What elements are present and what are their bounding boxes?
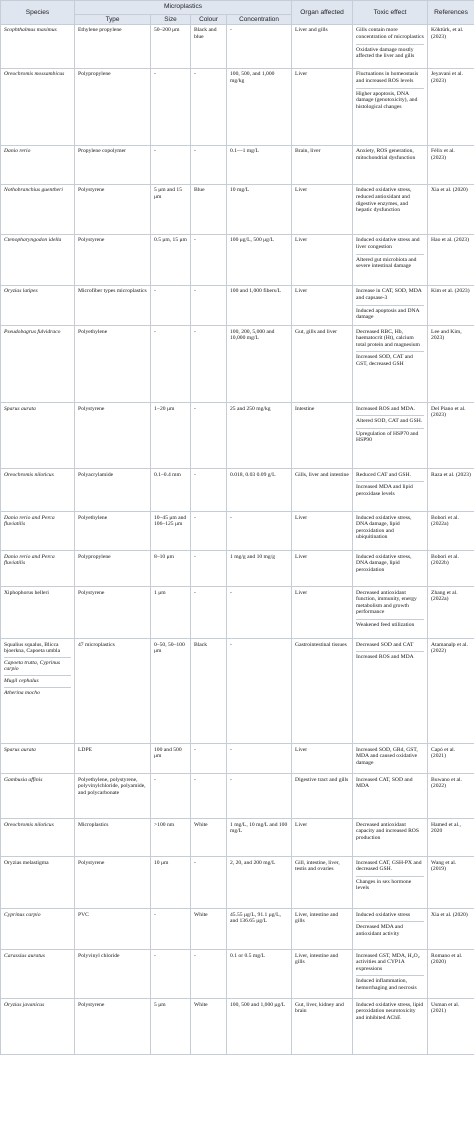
species-name: Oryzias javanicus [4, 1001, 45, 1008]
cell-type: Polystyrene [75, 857, 151, 909]
cell-toxic-effect [353, 185, 428, 235]
cell-colour: - [191, 587, 227, 639]
cell-size: >100 nm [151, 819, 191, 857]
table-row [1, 512, 474, 551]
cell-type: Polystyrene [75, 999, 151, 1055]
species-name: Oryzias melastigma [4, 859, 49, 866]
cell-species [1, 469, 75, 512]
table-row [1, 909, 474, 950]
toxic-effect-item: Fluctuations in homeostasis and increased ROS levels [356, 71, 419, 85]
cell-concentration: 100, 500 and 1,000 μg/L [227, 999, 292, 1055]
cell-colour: Blue [191, 185, 227, 235]
cell-colour: - [191, 403, 227, 469]
toxic-effect-item: Increased GST, MDA, H₂O₂ activities and CYP1A expressions [356, 952, 420, 972]
cell-type: Polyethylene [75, 326, 151, 403]
cell-size: 100 and 500 μm [151, 744, 191, 774]
cell-colour: - [191, 326, 227, 403]
cell-reference: Del Piano et al. (2023) [428, 403, 474, 469]
cell-colour: Black and blue [191, 25, 227, 69]
cell-toxic-effect [353, 819, 428, 857]
species-name: Gambusia affinis [4, 776, 43, 783]
toxic-effect-item: Weakened feed utilization [356, 619, 424, 631]
toxic-effect-item: Induced oxidative stress, DNA damage, lipid peroxidation and ubiquitination [356, 514, 412, 541]
cell-species [1, 403, 75, 469]
cell-toxic-effect [353, 857, 428, 909]
cell-organ-affected: Digestive tract and gills [292, 774, 353, 819]
table-row [1, 469, 474, 512]
cell-size: - [151, 146, 191, 185]
cell-concentration: 100 and 1,000 fibers/L [227, 286, 292, 326]
cell-organ-affected: Gastrointestinal tissues [292, 639, 353, 744]
cell-colour: - [191, 469, 227, 512]
cell-type: Polyethylene [75, 512, 151, 551]
cell-colour: White [191, 819, 227, 857]
table-row [1, 587, 474, 639]
cell-species [1, 25, 75, 69]
cell-species [1, 512, 75, 551]
cell-reference: Kim et al. (2023) [428, 286, 474, 326]
toxic-effect-item: Increased SOD, CAT and GST, decreased GSH [356, 351, 424, 369]
cell-species [1, 744, 75, 774]
table-body [1, 25, 474, 1055]
cell-colour: - [191, 235, 227, 286]
cell-organ-affected: Liver [292, 551, 353, 587]
cell-concentration: 45.55 μg/L, 91.1 μg/L, and 136.65 μg/L [227, 909, 292, 950]
header-size: Size [151, 14, 191, 25]
cell-organ-affected: Gills, liver and intestine [292, 469, 353, 512]
cell-reference: Romano et al. (2020) [428, 950, 474, 999]
cell-organ-affected: Liver [292, 744, 353, 774]
cell-type: Ethylene propylene [75, 25, 151, 69]
species-name: Squalius squalus, Blicca bjoerkna, Capoeta umbla [4, 641, 61, 655]
cell-species [1, 286, 75, 326]
species-name: Pseudobagrus fulvidraco [4, 328, 61, 335]
cell-species [1, 551, 75, 587]
cell-reference: Köktürk, et al. (2023) [428, 25, 474, 69]
species-name: Oryzias latipes [4, 288, 38, 295]
toxic-effect-item: Induced oxidative stress, lipid peroxidation neurotoxicity and inhibited AChE [356, 1001, 424, 1021]
toxic-effect-item: Induced apoptosis and DNA damage [356, 305, 424, 323]
cell-colour: - [191, 69, 227, 146]
cell-type: Microplastics [75, 819, 151, 857]
toxic-effect-item: Decreased SOD and CAT [356, 641, 414, 648]
cell-organ-affected: Liver [292, 286, 353, 326]
cell-size: 0.1–0.4 mm [151, 469, 191, 512]
species-name: Oreochromis niloticus [4, 821, 54, 828]
cell-toxic-effect [353, 551, 428, 587]
cell-organ-affected: Liver [292, 587, 353, 639]
cell-colour: - [191, 551, 227, 587]
cell-size: 1 μm [151, 587, 191, 639]
species-name: Sparus aurata [4, 746, 36, 753]
cell-size: - [151, 774, 191, 819]
cell-concentration: - [227, 587, 292, 639]
cell-reference: Xia et al. (2020) [428, 909, 474, 950]
table-row [1, 146, 474, 185]
toxic-effect-item: Gills contain more concentration of microplastics [356, 27, 424, 41]
cell-reference: Buwano et al. (2022) [428, 774, 474, 819]
cell-concentration: 10 mg/L [227, 185, 292, 235]
header-microplastics: Microplastics [75, 1, 292, 15]
toxic-effect-item: Induced inflammation, hemorrhaging and necrosis [356, 975, 424, 993]
cell-toxic-effect [353, 774, 428, 819]
table-row [1, 774, 474, 819]
cell-size: - [151, 326, 191, 403]
species-name: Capoeta trutta, Cyprinus carpio [4, 657, 71, 673]
cell-reference: Raza et al. (2023) [428, 469, 474, 512]
cell-type: Polystyrene [75, 403, 151, 469]
cell-toxic-effect [353, 999, 428, 1055]
species-name: Oreochromis mossambicus [4, 71, 65, 78]
species-name: Danio rerio and Perca fluviatilis [4, 553, 55, 567]
cell-concentration: 100 μg/L, 500 μg/L [227, 235, 292, 286]
cell-type: 47 microplastics [75, 639, 151, 744]
table-row [1, 69, 474, 146]
cell-size: 5 μm and 15 μm [151, 185, 191, 235]
cell-toxic-effect [353, 512, 428, 551]
cell-size: 0–50, 50–100 μm [151, 639, 191, 744]
toxic-effect-item: Anxiety, ROS generation, mitochondrial dysfunction [356, 148, 416, 162]
toxic-effect-item: Altered SOD, CAT and GSH. [356, 415, 424, 427]
header-type: Type [75, 14, 151, 25]
cell-species [1, 819, 75, 857]
cell-toxic-effect [353, 326, 428, 403]
species-name: Oreochromis niloticus [4, 471, 54, 478]
cell-concentration: 25 and 250 mg/kg [227, 403, 292, 469]
cell-size: 10 μm [151, 857, 191, 909]
cell-species [1, 185, 75, 235]
cell-reference: Hamed et al., 2020 [428, 819, 474, 857]
species-name: Xiphophorus helleri [4, 589, 49, 596]
toxic-effect-item: Induced oxidative stress, DNA damage, lipid peroxidation [356, 553, 412, 573]
cell-toxic-effect [353, 146, 428, 185]
cell-species [1, 69, 75, 146]
cell-toxic-effect [353, 909, 428, 950]
cell-concentration: 2, 20, and 200 mg/L [227, 857, 292, 909]
toxic-effect-item: Increased ROS and MDA. [356, 405, 416, 412]
table-row [1, 25, 474, 69]
cell-reference: Bobori et al. (2022b) [428, 551, 474, 587]
header-toxic-effect: Toxic effect [353, 1, 428, 25]
cell-size: 5 μm [151, 999, 191, 1055]
cell-toxic-effect [353, 469, 428, 512]
toxic-effect-item: Increased MDA and lipid peroxidase levels [356, 481, 424, 499]
cell-type: Microfiber types microplastics [75, 286, 151, 326]
cell-type: PVC [75, 909, 151, 950]
table-row [1, 326, 474, 403]
cell-species [1, 909, 75, 950]
cell-size: - [151, 69, 191, 146]
cell-concentration: - [227, 25, 292, 69]
cell-size: 50–200 μm [151, 25, 191, 69]
toxic-effect-item: Decreased MDA and antioxidant activity [356, 921, 424, 939]
cell-toxic-effect [353, 69, 428, 146]
cell-organ-affected: Liver [292, 235, 353, 286]
cell-toxic-effect [353, 587, 428, 639]
cell-reference: Jeyavani et al. (2023) [428, 69, 474, 146]
cell-organ-affected: Gill, intestine, liver, testis and ovaries [292, 857, 353, 909]
toxic-effect-item: Increased SOD, GRd, GST, MDA and caused oxidative damage [356, 746, 418, 766]
toxic-effect-item: Decreased antioxidant function, immunity, energy metabolism and growth performance [356, 589, 417, 616]
cell-colour: - [191, 146, 227, 185]
cell-concentration: 1 mg/g and 10 mg/g [227, 551, 292, 587]
table-row [1, 403, 474, 469]
cell-size: 10–45 μm and 106–125 μm [151, 512, 191, 551]
cell-organ-affected: Intestine [292, 403, 353, 469]
cell-type: Polystyrene [75, 235, 151, 286]
cell-organ-affected: Liver, intestine and gills [292, 909, 353, 950]
header-concentration: Concentration [227, 14, 292, 25]
toxic-effect-item: Higher apoptosis, DNA damage (genotoxicity), and histological changes [356, 88, 424, 113]
table-row [1, 235, 474, 286]
table-row [1, 819, 474, 857]
table-row [1, 950, 474, 999]
cell-colour: - [191, 744, 227, 774]
toxic-effect-item: Increased ROS and MDA [356, 651, 424, 663]
cell-reference: Wang et al. (2019) [428, 857, 474, 909]
species-name: Nothobranchius guentheri [4, 187, 63, 194]
cell-concentration: 100, 200, 5,000 and 10,000 mg/L [227, 326, 292, 403]
cell-reference: Zhang et al. (2022a) [428, 587, 474, 639]
cell-toxic-effect [353, 950, 428, 999]
table-row [1, 551, 474, 587]
cell-concentration: 0.018, 0.03 0.09 g/L [227, 469, 292, 512]
cell-type: Polystyrene [75, 185, 151, 235]
cell-size: - [151, 286, 191, 326]
cell-concentration: 0.1 or 0.5 mg/L [227, 950, 292, 999]
toxic-effect-item: Oxidative damage mostly affected the liver and gills [356, 44, 424, 62]
cell-toxic-effect [353, 744, 428, 774]
species-name: Danio rerio and Perca fluviatilis [4, 514, 55, 528]
cell-organ-affected: Liver [292, 69, 353, 146]
species-name: Cyprinus carpio [4, 911, 41, 918]
toxic-effect-item: Changes in sex hormone levels [356, 876, 424, 894]
cell-colour: - [191, 774, 227, 819]
cell-toxic-effect [353, 403, 428, 469]
cell-type: Polypropylene [75, 69, 151, 146]
species-name: Atherina mocho [4, 687, 71, 697]
cell-concentration: - [227, 744, 292, 774]
cell-size: 8–10 μm [151, 551, 191, 587]
cell-organ-affected: Liver [292, 819, 353, 857]
cell-reference: Xia et al. (2020) [428, 185, 474, 235]
cell-type: Polyacrylamide [75, 469, 151, 512]
cell-species [1, 146, 75, 185]
cell-size: - [151, 909, 191, 950]
header-organ-affected: Organ affected [292, 1, 353, 25]
species-name: Sparus aurata [4, 405, 36, 412]
species-name: Carassius auratus [4, 952, 45, 959]
toxic-effect-item: Increased CAT, SOD and MDA [356, 776, 413, 790]
toxic-effect-item: Induced oxidative stress [356, 911, 411, 918]
toxic-effect-item: Increase in CAT, SOD, MDA and capsase-3 [356, 288, 422, 302]
cell-organ-affected: Brain, liver [292, 146, 353, 185]
cell-species [1, 639, 75, 744]
cell-colour: White [191, 999, 227, 1055]
cell-organ-affected: Liver [292, 512, 353, 551]
header-references: References [428, 1, 474, 25]
cell-size: 0.5 μm, 15 μm [151, 235, 191, 286]
cell-species [1, 857, 75, 909]
cell-size: - [151, 950, 191, 999]
cell-reference: Capó et al. (2021) [428, 744, 474, 774]
cell-colour: - [191, 950, 227, 999]
cell-toxic-effect [353, 286, 428, 326]
cell-colour: - [191, 286, 227, 326]
cell-species [1, 587, 75, 639]
cell-toxic-effect [353, 639, 428, 744]
cell-organ-affected: Liver [292, 185, 353, 235]
cell-colour: - [191, 857, 227, 909]
toxic-effect-item: Altered gut microbiota and severe intestinal damage [356, 254, 424, 272]
toxic-effect-item: Reduced CAT and GSH. [356, 471, 411, 478]
cell-reference: Bobori et al. (2022a) [428, 512, 474, 551]
toxic-effect-item: Increased CAT, GSH-PX and decreased GSH. [356, 859, 422, 873]
cell-reference: Atamanalp et al. (2022) [428, 639, 474, 744]
cell-reference: Usman et al. (2021) [428, 999, 474, 1055]
cell-type: Polypropylene [75, 551, 151, 587]
cell-concentration: 0.1—1 mg/L [227, 146, 292, 185]
cell-type: LDPE [75, 744, 151, 774]
cell-concentration: 100, 500, and 1,000 mg/kg [227, 69, 292, 146]
table-row [1, 185, 474, 235]
species-name: Ctenopharyngodon idella [4, 237, 62, 244]
cell-type: Polyvinyl chloride [75, 950, 151, 999]
cell-toxic-effect [353, 235, 428, 286]
cell-concentration: - [227, 512, 292, 551]
cell-reference: Lee and Kim, 2023) [428, 326, 474, 403]
cell-species [1, 999, 75, 1055]
toxic-effect-item: Upregulation of HSP70 and HSP90 [356, 428, 424, 446]
cell-concentration: - [227, 774, 292, 819]
cell-toxic-effect [353, 25, 428, 69]
cell-species [1, 235, 75, 286]
cell-concentration: - [227, 639, 292, 744]
cell-reference: Hao et al. (2023) [428, 235, 474, 286]
table-row [1, 639, 474, 744]
cell-organ-affected: Liver and gills [292, 25, 353, 69]
toxic-effect-item: Induced oxidative stress, reduced antioxidant and digestive enzymes, and hepatic dysfunction [356, 187, 412, 214]
cell-reference: Félix et al. (2023) [428, 146, 474, 185]
cell-concentration: 1 mg/L, 10 mg/L and 100 mg/L [227, 819, 292, 857]
cell-type: Propylene copolymer [75, 146, 151, 185]
toxic-effect-item: Induced oxidative stress and liver congestion [356, 237, 420, 251]
cell-type: Polystyrene [75, 587, 151, 639]
cell-species [1, 950, 75, 999]
species-name: Danio rerio [4, 148, 31, 155]
table-row [1, 999, 474, 1055]
cell-size: 1−20 μm [151, 403, 191, 469]
toxic-effect-item: Decreased antioxidant capacity and increased ROS production [356, 821, 419, 841]
cell-species [1, 774, 75, 819]
cell-organ-affected: Liver, intestine and gills [292, 950, 353, 999]
species-name: Scophthalmus maximus [4, 27, 57, 34]
species-name: Mugil cephalus [4, 675, 71, 685]
header-species: Species [1, 1, 75, 25]
toxic-effect-item: Decreased RBC, Hb, haematocrit (Ht), calcium total protein and magnesium [356, 328, 420, 348]
cell-organ-affected: Gut, liver, kidney and brain [292, 999, 353, 1055]
cell-colour: - [191, 512, 227, 551]
cell-organ-affected: Gut, gills and liver [292, 326, 353, 403]
cell-colour: Black [191, 639, 227, 744]
table-row [1, 744, 474, 774]
cell-species [1, 326, 75, 403]
cell-type: Polyethylene, polystyrene, polyvinylchloride, polyamide, and polycarbonate [75, 774, 151, 819]
header-colour: Colour [191, 14, 227, 25]
table-row [1, 857, 474, 909]
table-row [1, 286, 474, 326]
cell-colour: White [191, 909, 227, 950]
